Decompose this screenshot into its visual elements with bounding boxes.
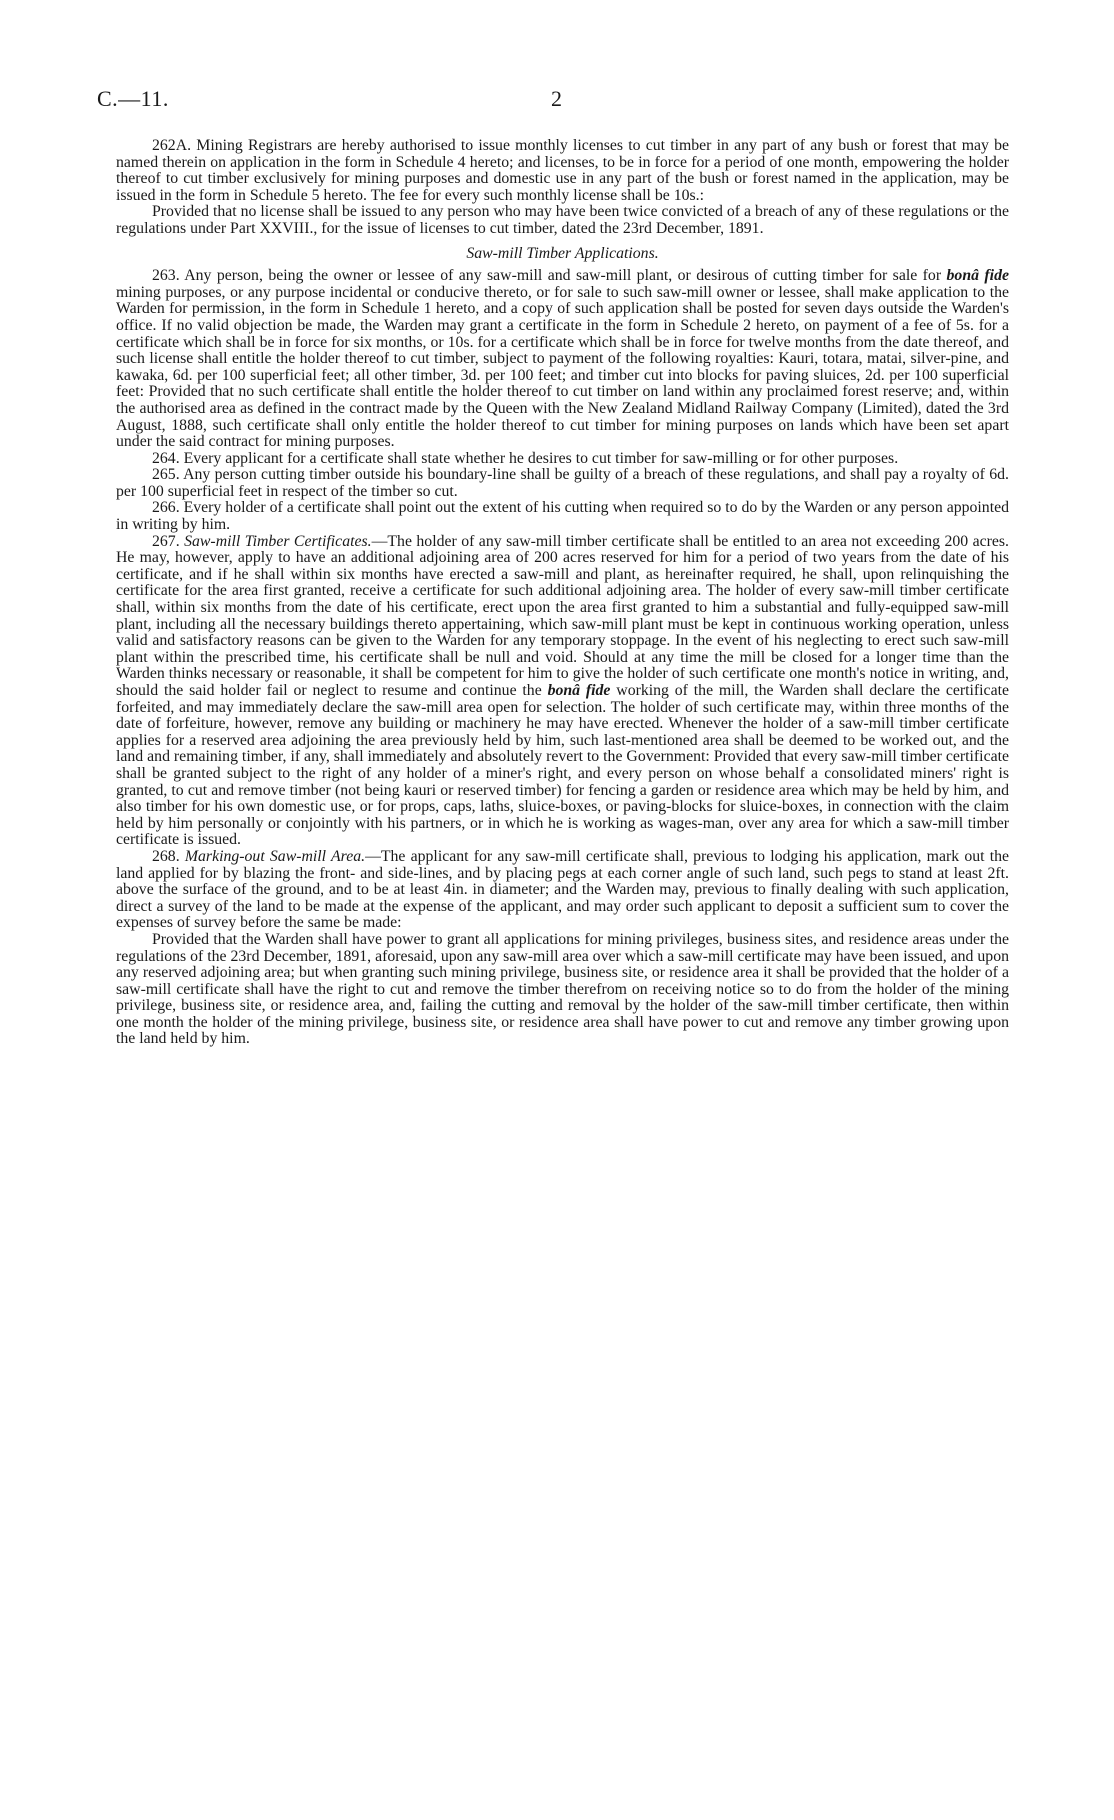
- paragraph-264: 264. Every applicant for a certificate shall state whether he desires to cut timber for saw-milling or for other purposes.: [152, 449, 899, 467]
- page-number: 2: [551, 86, 563, 111]
- paragraph-267: 267. Saw-mill Timber Certificates.—The holder of any saw-mill timber certificate shall be entitled to an area not exceeding 200 acres. He may, however, apply to have an additional adjoining area of 200 acres reserved for him for a period of two years from the date of his certificate, and if he shall within six months have erected a saw-mill and plant, as hereinafter required, he shall, upon relinquishing the certificate for the area first granted, receive a certificate for such additional adjoining area. The holder of every saw-mill timber certificate shall, within six months from the date of his certificate, erect upon the area first granted to him a substantial and fully-equipped saw-mill plant, including all the necessary buildings thereto appertaining, which saw-mill plant must be kept in continuous working operation, unless valid and satisfactory reasons can be given to the Warden for any temporary stoppage. In the event of his neglecting to erect such saw-mill plant within the prescribed time, his certificate shall be null and void. Should at any time the mill be closed for a longer time than the Warden thinks necessary or reasonable, it shall be competent for him to give the holder of such certificate one month's notice in writing, and, should the said holder fail or neglect to resume and continue the bonâ fide working of the mill, the Warden shall declare the certificate forfeited, and may immediately declare the saw-mill area open for selection. The holder of such certificate may, within three months of the date of forfeiture, however, remove any building or machinery he may have erected. Whenever the holder of a saw-mill timber certificate applies for a reserved area adjoining the area previously held by him, such last-mentioned area shall be deemed to be worked out, and the land and remaining timber, if any, shall immediately and absolutely revert to the Government: Provided that every saw-mill timber certificate shall be granted subject to the right of any holder of a miner's right, and every person on whose behalf a consolidated miners' right is granted, to cut and remove timber (not being kauri or reserved timber) for fencing a garden or residence area which may be held by him, and also timber for his own domestic use, or for props, caps, laths, sluice-boxes, or paving-blocks for sluice-boxes, in connection with the claim held by him personally or conjointly with his partners, or in which he is working as wages-man, over any area for which a saw-mill timber certificate is issued.: [116, 532, 1009, 849]
- section-heading: Saw-mill Timber Applications.: [466, 244, 659, 262]
- paragraph-268-proviso: Provided that the Warden shall have power to grant all applications for mining privileges, business sites, and residence areas under the regulations of the 23rd December, 1891, aforesaid, upon any saw-mill area over which a saw-mill certificate may have been issued, and upon any reserved adjoining area; but when granting such mining privilege, business site, or residence area it shall be provided that the holder of a saw-mill certificate shall have the right to cut and remove the timber therefrom on receiving notice so to do from the holder of the mining privilege, business site, or residence area, and, failing the cutting and removal by the holder of the saw-mill timber certificate, then within one month the holder of the mining privilege, business site, or residence area shall have power to cut and remove any timber growing upon the land held by him.: [116, 930, 1009, 1048]
- paragraph-268: 268. Marking-out Saw-mill Area.—The applicant for any saw-mill certificate shall, previous to lodging his application, mark out the land applied for by blazing the front- and side-lines, and by placing pegs at each corner angle of such land, such pegs to stand at least 2ft. above the surface of the ground, and to be at least 4in. in diameter; and the Warden may, previous to finally dealing with such application, direct a survey of the land to be made at the expense of the applicant, and may order such applicant to deposit a sufficient sum to cover the expenses of survey before the same be made:: [116, 847, 1010, 932]
- document-body: [116, 138, 1009, 1048]
- paragraph-266: 266. Every holder of a certificate shall point out the extent of his cutting when required so to do by the Warden or any person appointed in writing by him.: [116, 499, 1009, 534]
- paragraph-268-title: Marking-out Saw-mill Area.: [184, 847, 366, 865]
- paragraph-265: 265. Any person cutting timber outside his boundary-line shall be guilty of a breach of these regulations, and shall pay a royalty of 6d. per 100 superficial feet in respect of the timber so cut.: [116, 466, 1009, 500]
- paragraph-262a-proviso: Provided that no license shall be issued to any person who may have been twice convicted of a breach of any of these regulations or the regulations under Part XXVIII., for the issue of licenses to cut timber, dated the 23rd December, 1891.: [116, 203, 1009, 237]
- paragraph-267-title: Saw-mill Timber Certificates.: [184, 532, 372, 550]
- document-reference: C.—11.: [97, 86, 169, 111]
- paragraph-262a: 262A. Mining Registrars are hereby authorised to issue monthly licenses to cut timber in any part of any bush or forest that may be named therein on application in the form in Schedule 4 hereto; and licenses, to be in force for a period of one month, empowering the holder thereof to cut timber exclusively for mining purposes and domestic use in any part of the bush or forest named in the application, may be issued in the form in Schedule 5 hereto. The fee for every such monthly license shall be 10s.:: [116, 137, 1009, 204]
- paragraph-263: 263. Any person, being the owner or lessee of any saw-mill and saw-mill plant, or desirous of cutting timber for sale for bonâ fide mining purposes, or any purpose incidental or conducive thereto, or for sale to such saw-mill owner or lessee, shall make application to the Warden for permission, in the form in Schedule 1 hereto, and a copy of such application shall be posted for seven days outside the Warden's office. If no valid objection be made, the Warden may grant a certificate in the form in Schedule 2 hereto, on payment of a fee of 5s. for a certificate which shall be in force for six months, or 10s. for a certificate which shall be in force for twelve months from the date thereof, and such license shall entitle the holder thereof to cut timber, subject to payment of the following royalties: Kauri, totara, matai, silver-pine, and kawaka, 6d. per 100 superficial feet; all other timber, 3d. per 100 feet; and timber cut into blocks for paving sluices, 2d. per 100 superficial feet: Provided that no such certificate shall entitle the holder thereof to cut timber on land within any proclaimed forest reserve; and, within the authorised area as defined in the contract made by the Queen with the New Zealand Midland Railway Company (Limited), dated the 3rd August, 1888, such certificate shall only entitle the holder thereof to cut timber for mining purposes on lands which have been set apart under the said contract for mining purposes.: [116, 267, 1009, 451]
